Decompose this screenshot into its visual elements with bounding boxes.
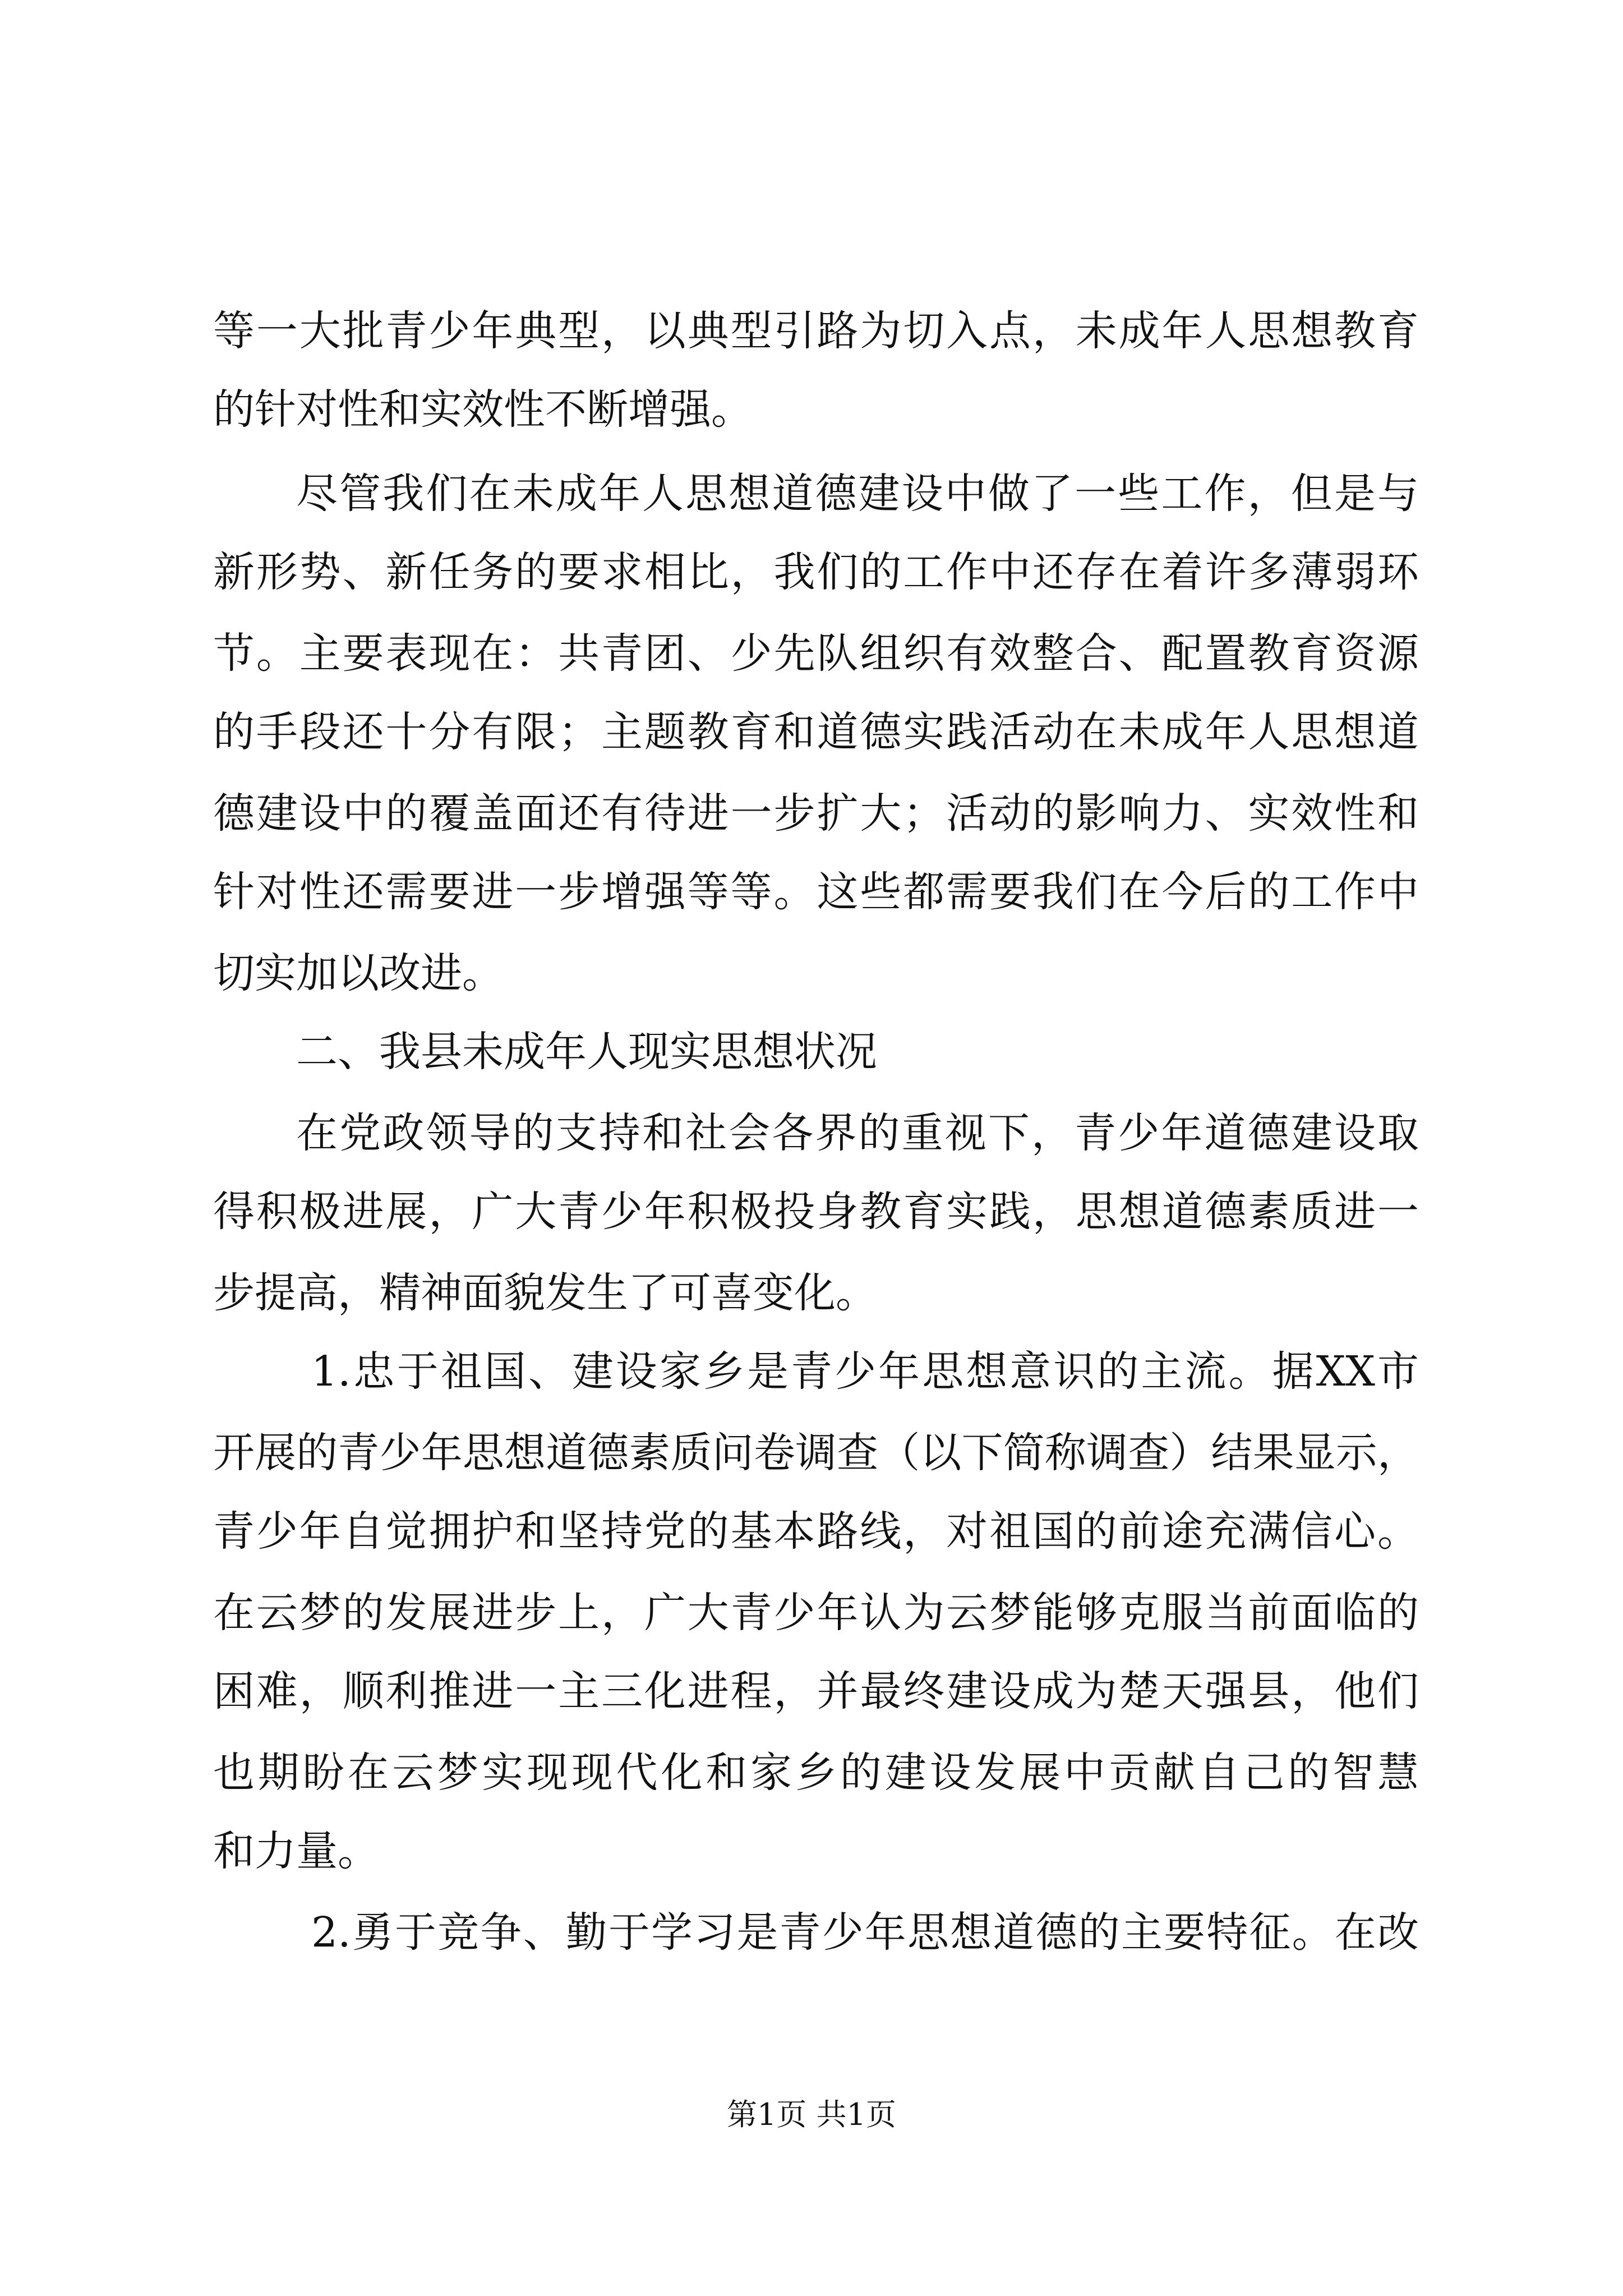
text-line-20: 和力量。 (213, 1827, 379, 1875)
text-line-3: 尽管我们在未成年人思想道德建设中做了一些工作，但是与 (296, 470, 1419, 518)
text-line-2: 的针对性和实效性不断增强。 (213, 385, 753, 434)
text-line-12: 得积极进展，广大青少年积极投身教育实践，思想道德素质进一 (213, 1188, 1419, 1236)
text-line-17: 在云梦的发展进步上，广大青少年认为云梦能够克服当前面临的 (213, 1589, 1419, 1637)
text-line-8: 针对性还需要进一步增强等等。这些都需要我们在今后的工作中 (213, 868, 1419, 916)
text-line-6: 的手段还十分有限；主题教育和道德实践活动在未成年人思想道 (213, 708, 1419, 756)
text-line-4: 新形势、新任务的要求相比，我们的工作中还存在着许多薄弱环 (213, 548, 1419, 596)
text-line-14: 1.忠于祖国、建设家乡是青少年思想意识的主流。据XX市 (311, 1347, 1419, 1396)
text-line-5: 节。主要表现在：共青团、少先队组织有效整合、配置教育资源 (213, 629, 1419, 678)
text-line-11: 在党政领导的支持和社会各界的重视下，青少年道德建设取 (296, 1109, 1419, 1157)
text-line-7: 德建设中的覆盖面还有待进一步扩大；活动的影响力、实效性和 (213, 789, 1419, 838)
text-line-1: 等一大批青少年典型，以典型引路为切入点，未成年人思想教育 (213, 307, 1419, 355)
text-line-19: 也期盼在云梦实现现代化和家乡的建设发展中贡献自己的智慧 (213, 1749, 1419, 1797)
text-line-18: 困难，顺利推进一主三化进程，并最终建设成为楚天强县，他们 (213, 1667, 1419, 1715)
text-line-16: 青少年自觉拥护和坚持党的基本路线，对祖国的前途充满信心。 (213, 1507, 1419, 1556)
section-heading: 二、我县未成年人现实思想状况 (296, 1028, 877, 1076)
text-line-9: 切实加以改进。 (213, 949, 504, 997)
text-line-15: 开展的青少年思想道德素质问卷调查（以下简称调查）结果显示， (213, 1429, 1419, 1477)
page-footer: 第1页 共1页 (727, 2097, 896, 2132)
text-line-13: 步提高，精神面貌发生了可喜变化。 (213, 1269, 877, 1317)
text-line-21: 2.勇于竞争、勤于学习是青少年思想道德的主要特征。在改 (311, 1908, 1419, 1957)
